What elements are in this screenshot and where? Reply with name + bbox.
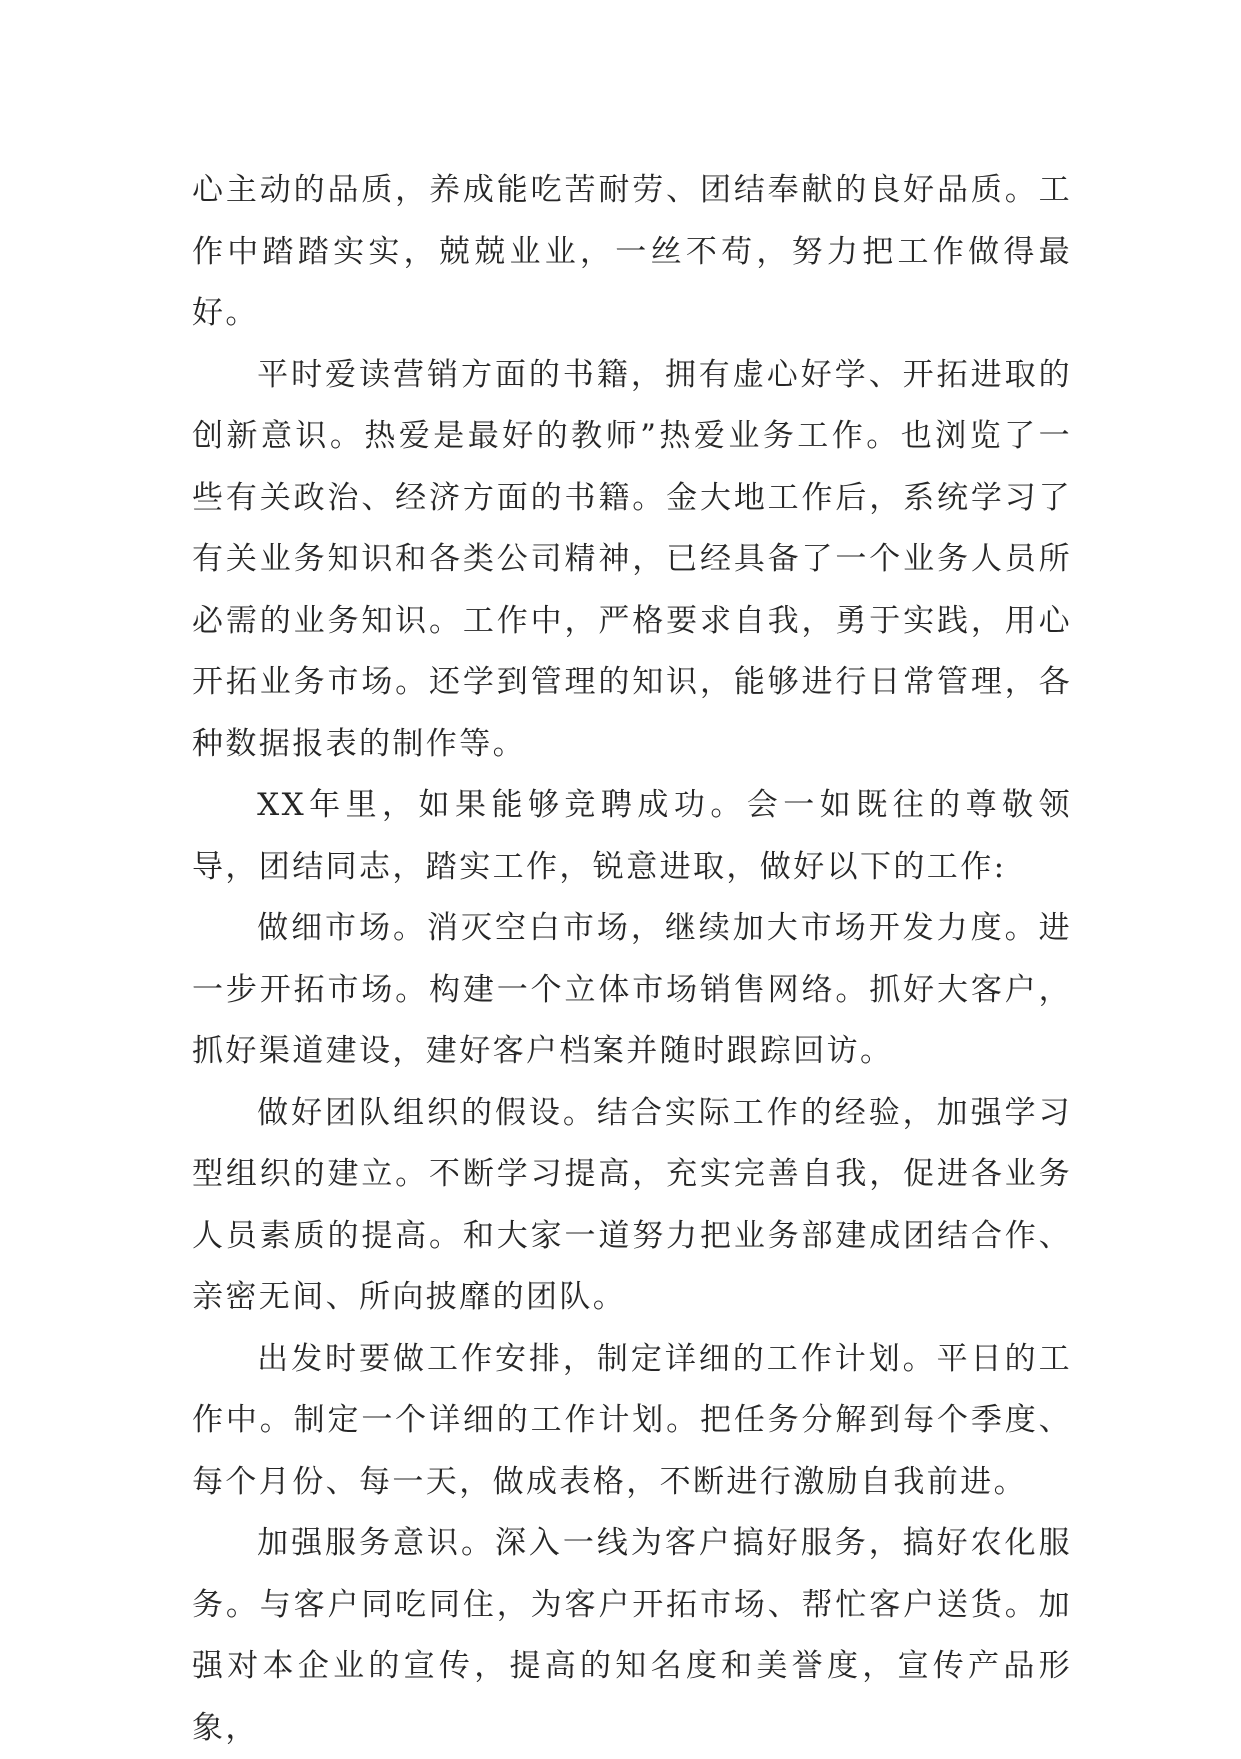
- paragraph-4: 做细市场。消灭空白市场，继续加大市场开发力度。进一步开拓市场。构建一个立体市场销售网络。抓好大客户，抓好渠道建设，建好客户档案并随时跟踪回访。: [192, 910, 1072, 1069]
- paragraph-7: 加强服务意识。深入一线为客户搞好服务，搞好农化服务。与客户同吃同住，为客户开拓市场、帮忙客户送货。加强对本企业的宣传，提高的知名度和美誉度，宣传产品形象，: [192, 1525, 1072, 1746]
- paragraph-2: 平时爱读营销方面的书籍，拥有虚心好学、开拓进取的创新意识。热爱是最好的教师”热爱业务工作。也浏览了一些有关政治、经济方面的书籍。金大地工作后，系统学习了有关业务知识和各类公司精神，已经具备了一个业务人员所必需的业务知识。工作中，严格要求自我，勇于实践，用心开拓业务市场。还学到管理的知识，能够进行日常管理，各种数据报表的制作等。: [192, 356, 1072, 762]
- paragraph-3: XX年里，如果能够竞聘成功。会一如既往的尊敬领导，团结同志，踏实工作，锐意进取，做好以下的工作:: [192, 787, 1072, 885]
- paragraph-5: 做好团队组织的假设。结合实际工作的经验，加强学习型组织的建立。不断学习提高，充实完善自我，促进各业务人员素质的提高。和大家一道努力把业务部建成团结合作、亲密无间、所向披靡的团队。: [192, 1094, 1072, 1315]
- paragraph-6: 出发时要做工作安排，制定详细的工作计划。平日的工作中。制定一个详细的工作计划。把任务分解到每个季度、每个月份、每一天，做成表格，不断进行激励自我前进。: [192, 1340, 1072, 1500]
- paragraph-1: 心主动的品质，养成能吃苦耐劳、团结奉献的良好品质。工作中踏踏实实，兢兢业业，一丝不苟，努力把工作做得最好。: [192, 172, 1072, 331]
- document-body: [192, 160, 1072, 1759]
